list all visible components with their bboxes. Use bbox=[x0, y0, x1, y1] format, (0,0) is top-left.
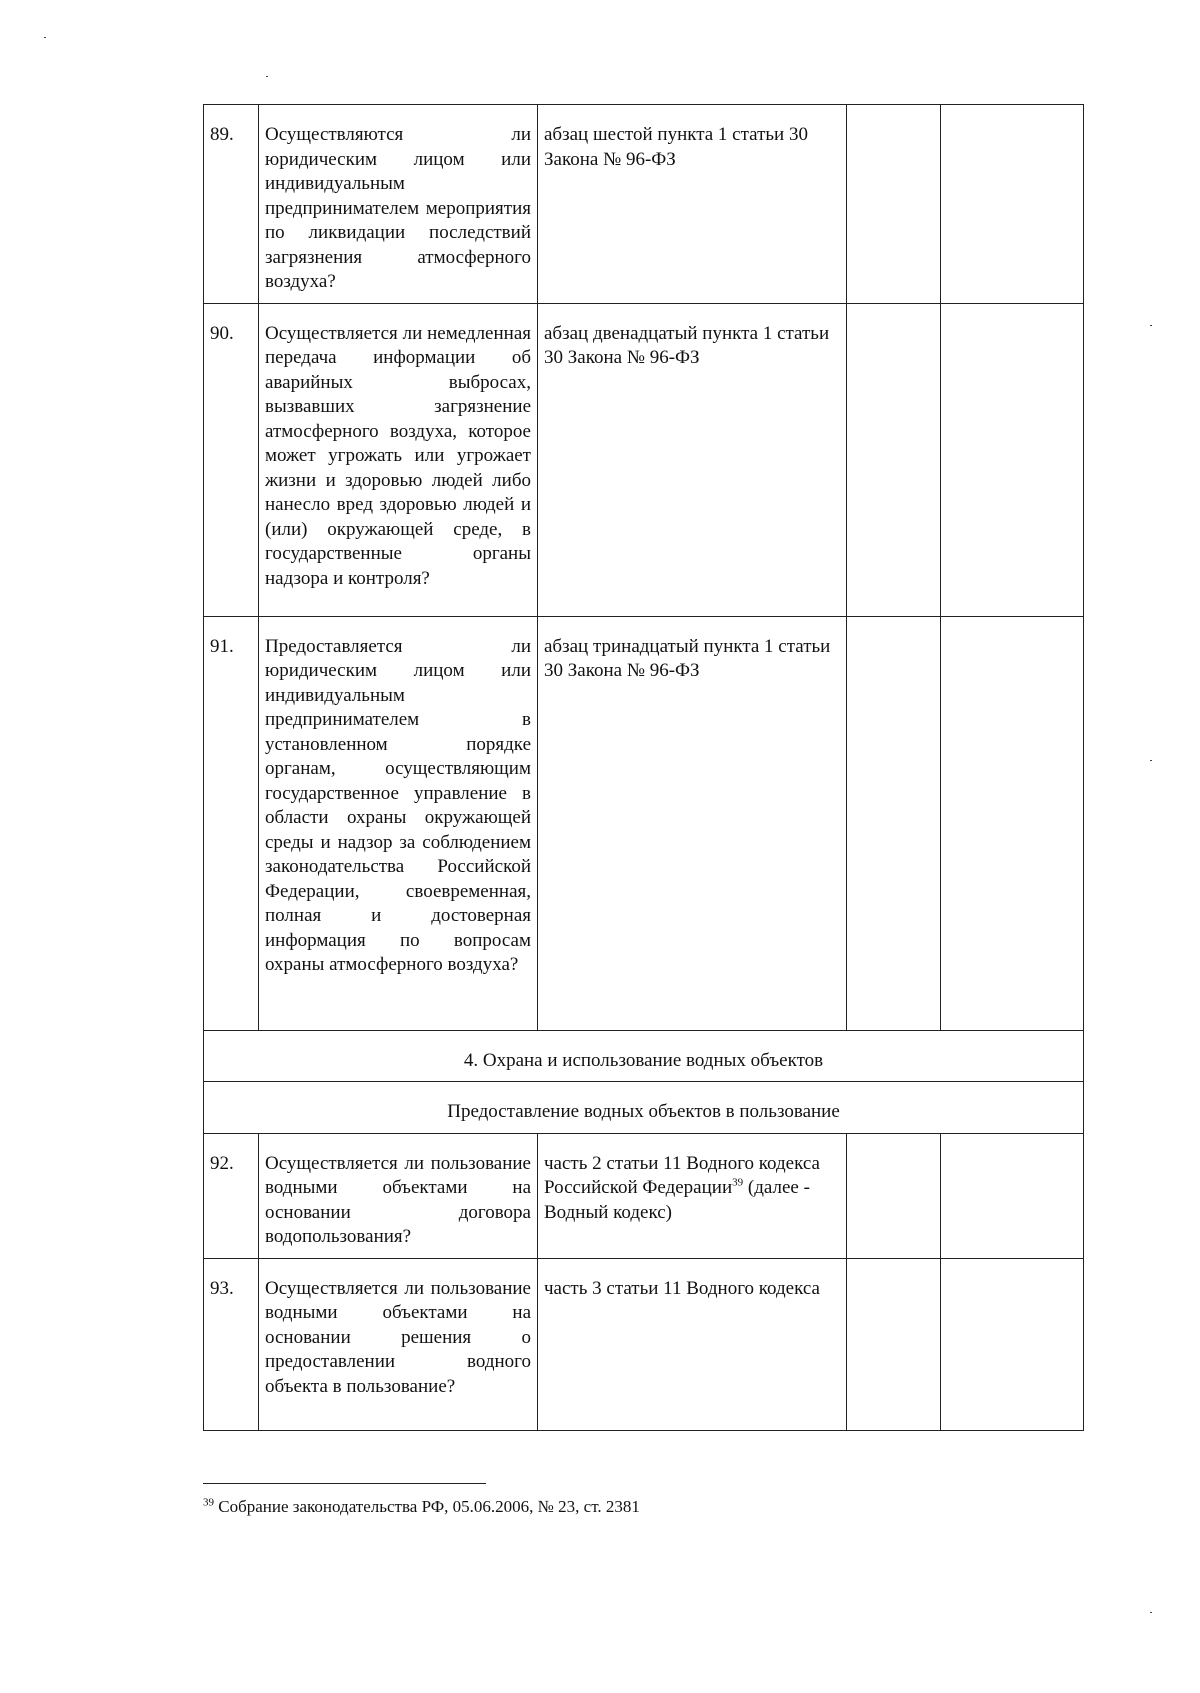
answer-cell bbox=[847, 1258, 941, 1430]
legal-reference: часть 3 статьи 11 Водного кодекса bbox=[538, 1258, 847, 1430]
question-text: Осуществляется ли пользование водными объектами на основании решения о предоставлении водного объекта в пользование? bbox=[259, 1258, 538, 1430]
note-cell bbox=[941, 1258, 1084, 1430]
row-number: 91. bbox=[204, 616, 259, 1030]
note-cell bbox=[941, 1133, 1084, 1258]
legal-reference-text-tail: (далее - Водный кодекс) bbox=[544, 1177, 810, 1223]
footnote-separator bbox=[203, 1483, 486, 1484]
footnote bbox=[203, 1496, 640, 1518]
scan-speck bbox=[266, 76, 268, 77]
answer-cell bbox=[847, 1133, 941, 1258]
table-row bbox=[204, 1133, 1084, 1258]
legal-reference: абзац шестой пункта 1 статьи 30 Закона № 96-ФЗ bbox=[538, 105, 847, 304]
row-number: 92. bbox=[204, 1133, 259, 1258]
table-row bbox=[204, 1258, 1084, 1430]
subsection-heading: Предоставление водных объектов в пользование bbox=[204, 1082, 1084, 1134]
row-number: 90. bbox=[204, 303, 259, 616]
note-cell bbox=[941, 303, 1084, 616]
answer-cell bbox=[847, 616, 941, 1030]
table-row bbox=[204, 616, 1084, 1030]
legal-reference-text: часть 2 статьи 11 Водного кодекса Российской Федерации bbox=[544, 1152, 820, 1198]
question-text: Осуществляются ли юридическим лицом или индивидуальным предпринимателем мероприятия по ликвидации последствий загрязнения атмосферного воздуха? bbox=[259, 105, 538, 304]
scan-speck bbox=[44, 37, 46, 38]
scan-speck bbox=[1150, 760, 1152, 761]
footnote-ref: 39 bbox=[732, 1176, 744, 1189]
section-row bbox=[204, 1030, 1084, 1082]
question-text: Осуществляется ли пользование водными объектами на основании договора водопользования? bbox=[259, 1133, 538, 1258]
footnote-marker: 39 bbox=[203, 1496, 214, 1509]
row-number: 89. bbox=[204, 105, 259, 304]
scan-speck bbox=[1150, 325, 1152, 326]
question-text: Осуществляется ли немедленная передача информации об аварийных выбросах, вызвавших загрязнение атмосферного воздуха, которое может угрожать или угрожает жизни и здоровью людей либо нанесло вред здоровью людей и (или) окружающей среде, в государственные органы надзора и контроля? bbox=[259, 303, 538, 616]
footnote-text: Собрание законодательства РФ, 05.06.2006, № 23, ст. 2381 bbox=[214, 1497, 640, 1516]
legal-reference bbox=[538, 1133, 847, 1258]
table-row bbox=[204, 105, 1084, 304]
legal-reference: абзац тринадцатый пункта 1 статьи 30 Закона № 96-ФЗ bbox=[538, 616, 847, 1030]
section-heading: 4. Охрана и использование водных объектов bbox=[204, 1030, 1084, 1082]
subsection-row bbox=[204, 1082, 1084, 1134]
note-cell bbox=[941, 105, 1084, 304]
legal-reference: абзац двенадцатый пункта 1 статьи 30 Закона № 96-ФЗ bbox=[538, 303, 847, 616]
question-text: Предоставляется ли юридическим лицом или индивидуальным предпринимателем в установленном порядке органам, осуществляющим государственное управление в области охраны окружающей среды и надзор за соблюдением законодательства Российской Федерации, своевременная, полная и достоверная информация по вопросам охраны атмосферного воздуха? bbox=[259, 616, 538, 1030]
answer-cell bbox=[847, 303, 941, 616]
scan-speck bbox=[1150, 1612, 1152, 1613]
answer-cell bbox=[847, 105, 941, 304]
table-row bbox=[204, 303, 1084, 616]
checklist-table bbox=[203, 104, 1084, 1431]
note-cell bbox=[941, 616, 1084, 1030]
row-number: 93. bbox=[204, 1258, 259, 1430]
